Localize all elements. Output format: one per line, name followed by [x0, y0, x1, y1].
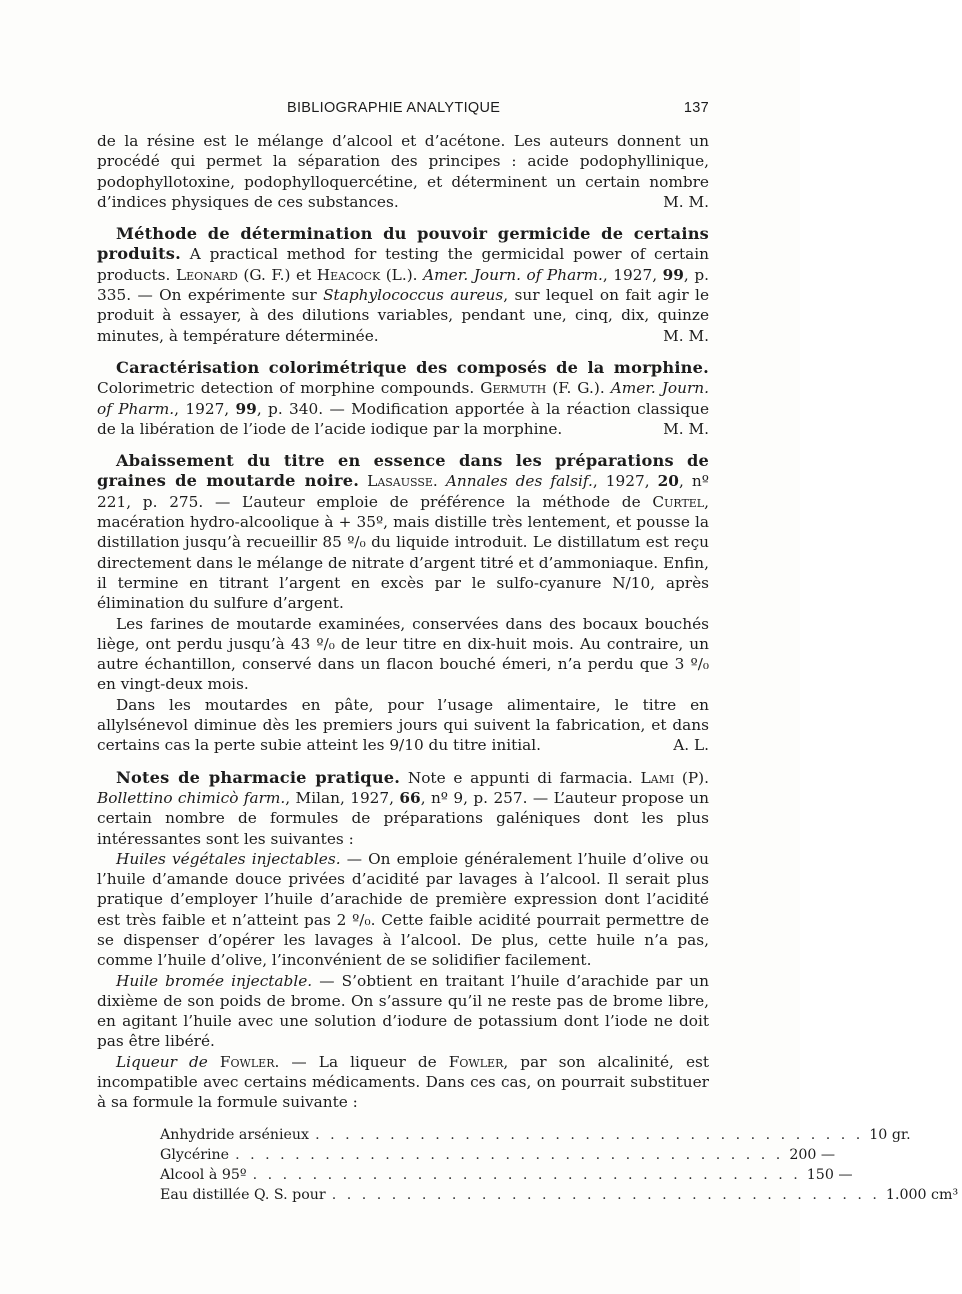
- author-name: Heacock: [316, 265, 381, 284]
- text: , 1927,: [592, 472, 658, 491]
- paragraph-text: Dans les moutardes en pâte, pour l’usage alimentaire, le titre en allylsénevol diminue dès les premiers jours qui suivent la fabrication, et dans certains cas la perte subie atteint les 9/10 du titre initial.: [97, 695, 709, 755]
- author-name: Fowler: [219, 1052, 275, 1071]
- dot-leader: . . . . . . . . . . . . . . . . . . . . . . . . . . . . . . . . . . . . .: [331, 1186, 880, 1203]
- running-title: BIBLIOGRAPHIE ANALYTIQUE: [287, 100, 501, 116]
- entry-paragraph: Les farines de moutarde examinées, conservées dans des bocaux bouchés liège, ont perdu jusqu’à 43 º/₀ de leur titre en dix-huit mois. Au contraire, un autre échantillon, conservé dans un flacon bouché émeri, n’a perdu que 3 º/₀ en vingt-deux mois.: [97, 614, 709, 694]
- text: [359, 472, 367, 490]
- formula-ingredient: Eau distillée Q. S. pour: [160, 1186, 326, 1203]
- page-number: 137: [683, 100, 709, 116]
- signature: M. M.: [663, 326, 709, 345]
- section-label: Huile bromée injectable.: [116, 971, 313, 990]
- formula-ingredient: Alcool à 95º: [160, 1166, 247, 1183]
- text: Colorimetric detection of morphine compounds.: [97, 379, 481, 398]
- author-name: Curtel: [652, 492, 705, 511]
- journal-name: Amer. Journ. of Pharm.: [423, 265, 603, 284]
- bibliography-entry: [97, 451, 709, 755]
- species-name: Staphylococcus aureus: [323, 286, 504, 305]
- formula-row: [160, 1165, 853, 1185]
- formula-row: [160, 1185, 959, 1205]
- entry-paragraph: [97, 971, 709, 1052]
- journal-name: Bollettino chimicò farm.: [97, 788, 286, 807]
- formula-quantity: 10 gr.: [869, 1126, 911, 1143]
- journal-name: Amer. Journ. of Pharm.: [97, 379, 710, 418]
- text: , nº 9, p. 257. — L’auteur propose un certain nombre de formules de préparations galéniques dont les plus intéressantes sont les suivantes :: [97, 788, 709, 848]
- text: , nº 221, p. 275. — L’auteur emploie de préférence la méthode de: [97, 472, 709, 511]
- text: — S’obtient en traitant l’huile d’arachide par un dixième de son poids de brome. On s’assure qu’il ne reste pas de brome libre, en agitant l’huile avec une solution d’iodure de potassium dont l’iode ne doit pas être libéré.: [97, 971, 709, 1051]
- bibliography-entry: [97, 224, 709, 346]
- page-body: [97, 131, 959, 1205]
- formula-row: [160, 1145, 836, 1165]
- bibliography-entry: [97, 768, 709, 1113]
- section-label: Liqueur de: [116, 1052, 220, 1071]
- entry-title: Notes de pharmacie pratique.: [116, 767, 401, 787]
- formula-ingredient: Glycérine: [160, 1146, 230, 1163]
- bibliography-entry: [97, 358, 709, 439]
- entry-paragraph: [97, 224, 709, 346]
- entry-title: Caractérisation colorimétrique des composés de la morphine.: [116, 357, 709, 377]
- signature: M. M.: [663, 419, 709, 438]
- text: — On emploie généralement l’huile d’olive ou l’huile d’amande douce privées d’acidité par lavages à l’alcool. Il serait plus pratique d’employer l’huile d’arachide de première expression dont l’acidité est très faible et n’atteint pas 2 º/₀. Cette faible acidité pourrait permettre de se dispenser d’opérer les lavages à l’alcool. De plus, cette huile n’a pas, comme l’huile d’olive, l’inconvénient de se solidifier facilement.: [97, 849, 709, 970]
- formula-quantity: 150 —: [806, 1166, 853, 1183]
- text: , macération hydro-alcoolique à + 35º, mais distille très lentement, et pousse la distillation jusqu’à recueillir 85 º/₀ du liquide introduit. Le distillatum est reçu directement dans le mélange de nitrate d’argent titré et d’ammoniaque. Enfin, il termine en titrant l’argent en excès par le sulfo-cyanure N/10, après élimination du sulfure d’argent.: [97, 492, 709, 613]
- journal-name: Annales des falsif.: [445, 472, 593, 491]
- paragraph-text: de la résine est le mélange d’alcool et d’acétone. Les auteurs donnent un procédé qui permet la séparation des principes : acide podophyllinique, podophyllotoxine, podophylloquercétine, et déterminent un certain nombre d’indices physiques de ces substances.: [97, 132, 709, 211]
- volume-number: 99: [662, 265, 684, 284]
- formula-ingredient: Anhydride arsénieux: [160, 1126, 310, 1143]
- dot-leader: . . . . . . . . . . . . . . . . . . . . . . . . . . . . . . . . . . . . .: [252, 1166, 801, 1183]
- entry-paragraph: [97, 358, 709, 439]
- text: .: [432, 472, 446, 491]
- entry-paragraph: [97, 768, 709, 849]
- volume-number: 66: [399, 788, 421, 807]
- continued-paragraph: [97, 131, 709, 212]
- text: , Milan, 1927,: [285, 788, 400, 807]
- entry-paragraph: [97, 1052, 709, 1113]
- formula-row: [160, 1125, 911, 1145]
- text: , 1927,: [174, 399, 236, 418]
- entry-paragraph: [97, 451, 709, 613]
- entry-title: Abaissement du titre en essence dans les préparations de graines de moutarde noire.: [97, 451, 709, 491]
- author-name: Lami: [640, 768, 675, 787]
- text: Note e appunti di farmacia.: [400, 768, 641, 787]
- signature: A. L.: [673, 736, 709, 755]
- text: , par son alcalinité, est incompatible avec certains médicaments. Dans ces cas, on pourrait substituer à sa formule la formule suivante :: [97, 1052, 709, 1112]
- signature: M. M.: [663, 192, 709, 211]
- text: (L.).: [380, 265, 424, 284]
- text: (P).: [674, 768, 709, 787]
- text: . — La liqueur de: [274, 1052, 449, 1071]
- author-name: Fowler: [448, 1052, 504, 1071]
- dot-leader: . . . . . . . . . . . . . . . . . . . . . . . . . . . . . . . . . . . . .: [315, 1126, 864, 1143]
- entry-paragraph: [97, 695, 709, 756]
- author-name: Germuth: [480, 379, 547, 398]
- entry-paragraph: [97, 849, 709, 971]
- formula-quantity: 200 —: [789, 1146, 836, 1163]
- text: , 1927,: [602, 265, 663, 284]
- text: , p. 335. — On expérimente sur: [97, 265, 709, 305]
- author-name: Leonard: [175, 265, 238, 284]
- volume-number: 99: [235, 399, 257, 418]
- author-name: Lasausse: [367, 472, 433, 491]
- entry-title: Méthode de détermination du pouvoir germicide de certains produits.: [97, 224, 709, 264]
- text: , p. 340. — Modification apportée à la réaction classique de la libération de l’iode de l’acide iodique par la morphine.: [97, 399, 709, 438]
- dot-leader: . . . . . . . . . . . . . . . . . . . . . . . . . . . . . . . . . . . . .: [235, 1146, 784, 1163]
- page-header: [97, 98, 709, 120]
- text: A practical method for testing the germicidal power of certain products.: [97, 245, 709, 284]
- text: (G. F.) et: [237, 265, 317, 284]
- formula-quantity: 1.000 cm³: [885, 1186, 959, 1203]
- section-label: Huiles végétales injectables.: [116, 849, 341, 868]
- volume-number: 20: [657, 472, 679, 491]
- formula-table: [160, 1125, 959, 1205]
- text: , sur lequel on fait agir le produit à essayer, à des dilutions variables, pendant une, cinq, dix, quinze minutes, à température déterminée.: [97, 286, 709, 345]
- text: (F. G.).: [546, 379, 611, 398]
